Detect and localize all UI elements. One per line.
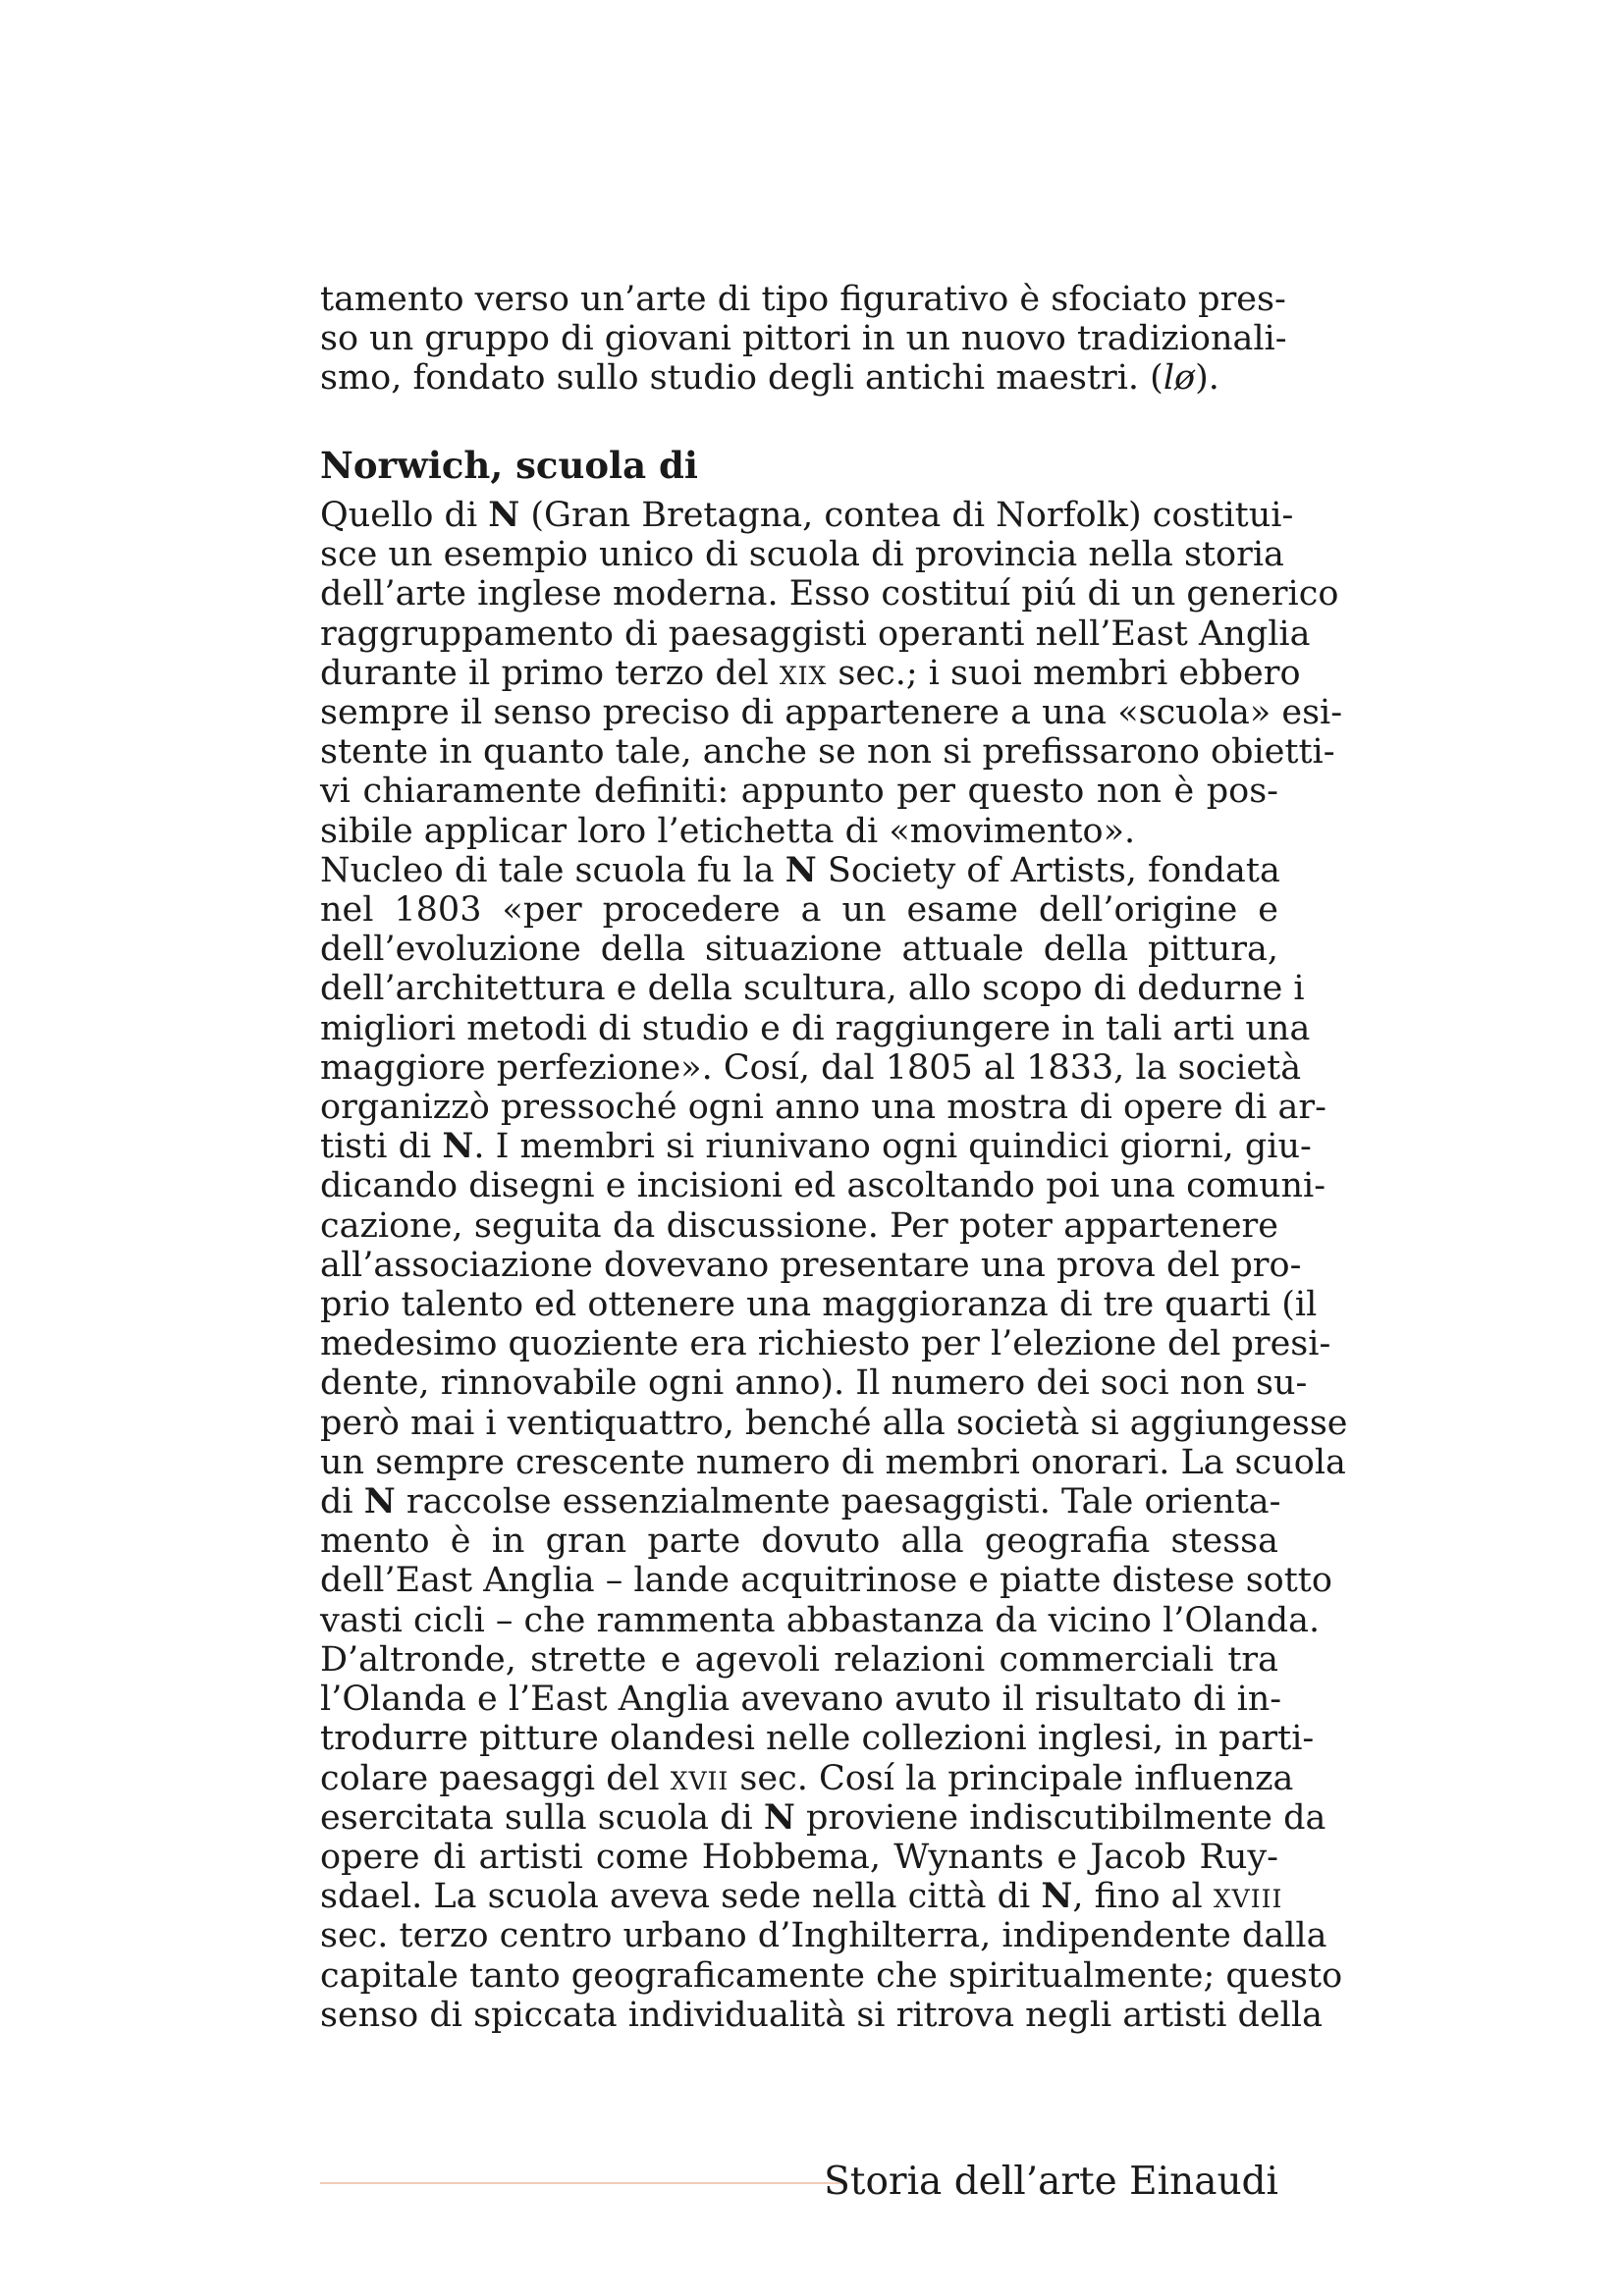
- text-line: [320, 693, 1343, 733]
- text-line: [320, 1719, 1315, 1759]
- line-text: Society of Artists, fondata: [816, 850, 1280, 890]
- line-text: medesimo quoziente era richiesto per l’elezione del presi-: [320, 1324, 1331, 1364]
- text-line: [320, 851, 1278, 890]
- text-line: [320, 1796, 1326, 1838]
- line-text: (Gran Bretagna, contea di Norfolk) costitui-: [519, 496, 1294, 535]
- text-line: [320, 1876, 1283, 1917]
- abbrev-bold: N: [784, 849, 817, 890]
- abbrev-bold: N: [363, 1481, 396, 1522]
- text-line: [320, 1758, 1294, 1798]
- line-text: tisti di: [320, 1127, 443, 1167]
- line-text: sec. terzo centro urbano d’Inghilterra, indipendente dalla: [320, 1916, 1327, 1956]
- text-line: [320, 1442, 1346, 1482]
- line-text: sce un esempio unico di scuola di provincia nella storia: [320, 535, 1284, 575]
- author-initials: lø: [1163, 358, 1196, 399]
- line-text: organizzò pressoché ogni anno una mostra di opere di ar-: [320, 1088, 1326, 1128]
- line-text: raccolse essenzialmente paesaggisti. Tale orienta-: [395, 1482, 1281, 1522]
- line-text: esercitata sulla scuola di: [320, 1797, 764, 1838]
- line-text: prio talento ed ottenere una maggioranza di tre quarti (il: [320, 1285, 1318, 1325]
- text-line: [320, 1680, 1282, 1720]
- line-text: sempre il senso preciso di appartenere a una «scuola» esi-: [320, 693, 1343, 733]
- text-line: [320, 1561, 1332, 1601]
- abbrev-bold: N: [488, 495, 520, 535]
- line-text: sec. Cosí la principale influenza: [729, 1758, 1294, 1798]
- line-text: colare paesaggi del: [320, 1758, 671, 1798]
- text-line: [320, 358, 1278, 398]
- text-line: [320, 1047, 1302, 1088]
- text-line: [320, 1838, 1278, 1877]
- text-line: [320, 969, 1305, 1009]
- text-line: [320, 772, 1278, 811]
- line-text: senso di spiccata individualità si ritrova negli artisti della: [320, 1995, 1323, 2035]
- line-text: dente, rinnovabile ogni anno). Il numero dei soci non su-: [320, 1363, 1308, 1404]
- text-line: [320, 732, 1335, 773]
- line-text: l’Olanda e l’East Anglia avevano avuto il risultato di in-: [320, 1680, 1282, 1720]
- text-line: so un gruppo di giovani pittori in un nuovo tradizionali-: [320, 319, 1287, 359]
- line-text: però mai i ventiquattro, benché alla società si aggiungesse: [320, 1403, 1348, 1443]
- line-text: sdael. La scuola aveva sede nella città di: [320, 1877, 1042, 1917]
- abbrev-bold: N: [1041, 1876, 1073, 1917]
- text-line: [320, 1640, 1278, 1680]
- text-line: [320, 495, 1294, 535]
- line-text: durante il primo terzo del: [320, 653, 780, 693]
- line-text: migliori metodi di studio e di raggiungere in tali arti una: [320, 1008, 1311, 1048]
- footer-title: Storia dell’arte Einaudi: [824, 2160, 1278, 2204]
- text-line: [320, 1600, 1321, 1640]
- text-line: [320, 1363, 1308, 1404]
- line-text: Nucleo di tale scuola fu la: [320, 850, 785, 890]
- paragraph-2: [320, 849, 1348, 2035]
- line-text: dicando disegni e incisioni ed ascoltando poi una comuni-: [320, 1166, 1326, 1206]
- text-line: [320, 1206, 1278, 1246]
- text-line: [320, 614, 1311, 654]
- text-line: [320, 574, 1339, 614]
- text-line: [320, 1088, 1326, 1128]
- text-line: [320, 1955, 1343, 1996]
- line-text: di: [320, 1482, 364, 1522]
- text-line: [320, 1166, 1326, 1206]
- line-text: capitale tanto geograficamente che spiritualmente; questo: [320, 1955, 1343, 1996]
- entry-body: [320, 495, 1348, 2035]
- line-text: maggiore perfezione». Cosí, dal 1805 al 1833, la società: [320, 1047, 1302, 1088]
- text-line: [320, 890, 1278, 930]
- text-line: [320, 1916, 1327, 1956]
- line-text: sibile applicar loro l’etichetta di «movimento».: [320, 811, 1136, 851]
- line-text: Quello di: [320, 496, 489, 535]
- text-line: [320, 535, 1284, 575]
- text-line: [320, 1126, 1312, 1167]
- line-text: trodurre pitture olandesi nelle collezioni inglesi, in parti-: [320, 1719, 1315, 1759]
- text-line: [320, 812, 1278, 851]
- line-text: all’associazione dovevano presentare una prova del pro-: [320, 1245, 1302, 1285]
- text-line: [320, 1008, 1311, 1048]
- century-numeral: xviii: [1213, 1877, 1283, 1917]
- line-text: raggruppamento di paesaggisti operanti nell’East Anglia: [320, 614, 1311, 654]
- abbrev-bold: N: [442, 1126, 474, 1167]
- text-line: [320, 1481, 1281, 1522]
- paragraph-1: [320, 495, 1343, 851]
- line-text: dell’arte inglese moderna. Esso costituí piú di un generico: [320, 574, 1339, 614]
- line-text: un sempre crescente numero di membri onorari. La scuola: [320, 1442, 1346, 1482]
- text-line: [320, 653, 1301, 693]
- text-line: [320, 1522, 1278, 1561]
- text-line: [320, 930, 1278, 969]
- entry-heading: Norwich, scuola di: [320, 444, 698, 487]
- line-text: sec.; i suoi membri ebbero: [827, 653, 1301, 693]
- footer-rule: [320, 2182, 842, 2184]
- abbrev-bold: N: [763, 1796, 795, 1838]
- text-line: [320, 1324, 1331, 1364]
- text-line: [320, 1245, 1302, 1285]
- text-line: [320, 1403, 1348, 1443]
- text-line: tamento verso un’arte di tipo figurativo è sfociato pres-: [320, 280, 1286, 319]
- line-text: opere di artisti come Hobbema, Wynants e Jacob Ruy-: [320, 1837, 1278, 1877]
- text-line: [320, 1995, 1323, 2035]
- line-text: stente in quanto tale, anche se non si prefissarono obietti-: [320, 732, 1335, 773]
- line-text: D’altronde, strette e agevoli relazioni commerciali tra: [320, 1639, 1278, 1680]
- century-numeral: xvii: [670, 1758, 730, 1798]
- line-text: mento è in gran parte dovuto alla geografia stessa: [320, 1522, 1278, 1562]
- continuation-paragraph: [320, 280, 1287, 399]
- line-text: dell’architettura e della scultura, allo scopo di dedurne i: [320, 969, 1305, 1009]
- line-text: vi chiaramente definiti: appunto per questo non è pos-: [320, 772, 1278, 812]
- line-text: dell’East Anglia – lande acquitrinose e piatte distese sotto: [320, 1561, 1332, 1601]
- line-text: nel 1803 «per procedere a un esame dell’origine e: [320, 890, 1278, 931]
- line-text: , fino al: [1072, 1877, 1214, 1917]
- line-end: ).: [1195, 358, 1219, 399]
- line-text: smo, fondato sullo studio degli antichi maestri. (: [320, 358, 1163, 399]
- text-line: [320, 1285, 1318, 1325]
- line-text: proviene indiscutibilmente da: [794, 1797, 1326, 1838]
- line-text: cazione, seguita da discussione. Per poter appartenere: [320, 1205, 1278, 1246]
- line-text: vasti cicli – che rammenta abbastanza da vicino l’Olanda.: [320, 1600, 1321, 1640]
- century-numeral: xix: [779, 653, 828, 693]
- line-text: dell’evoluzione della situazione attuale della pittura,: [320, 930, 1278, 970]
- line-text: . I membri si riunivano ogni quindici giorni, giu-: [473, 1127, 1312, 1167]
